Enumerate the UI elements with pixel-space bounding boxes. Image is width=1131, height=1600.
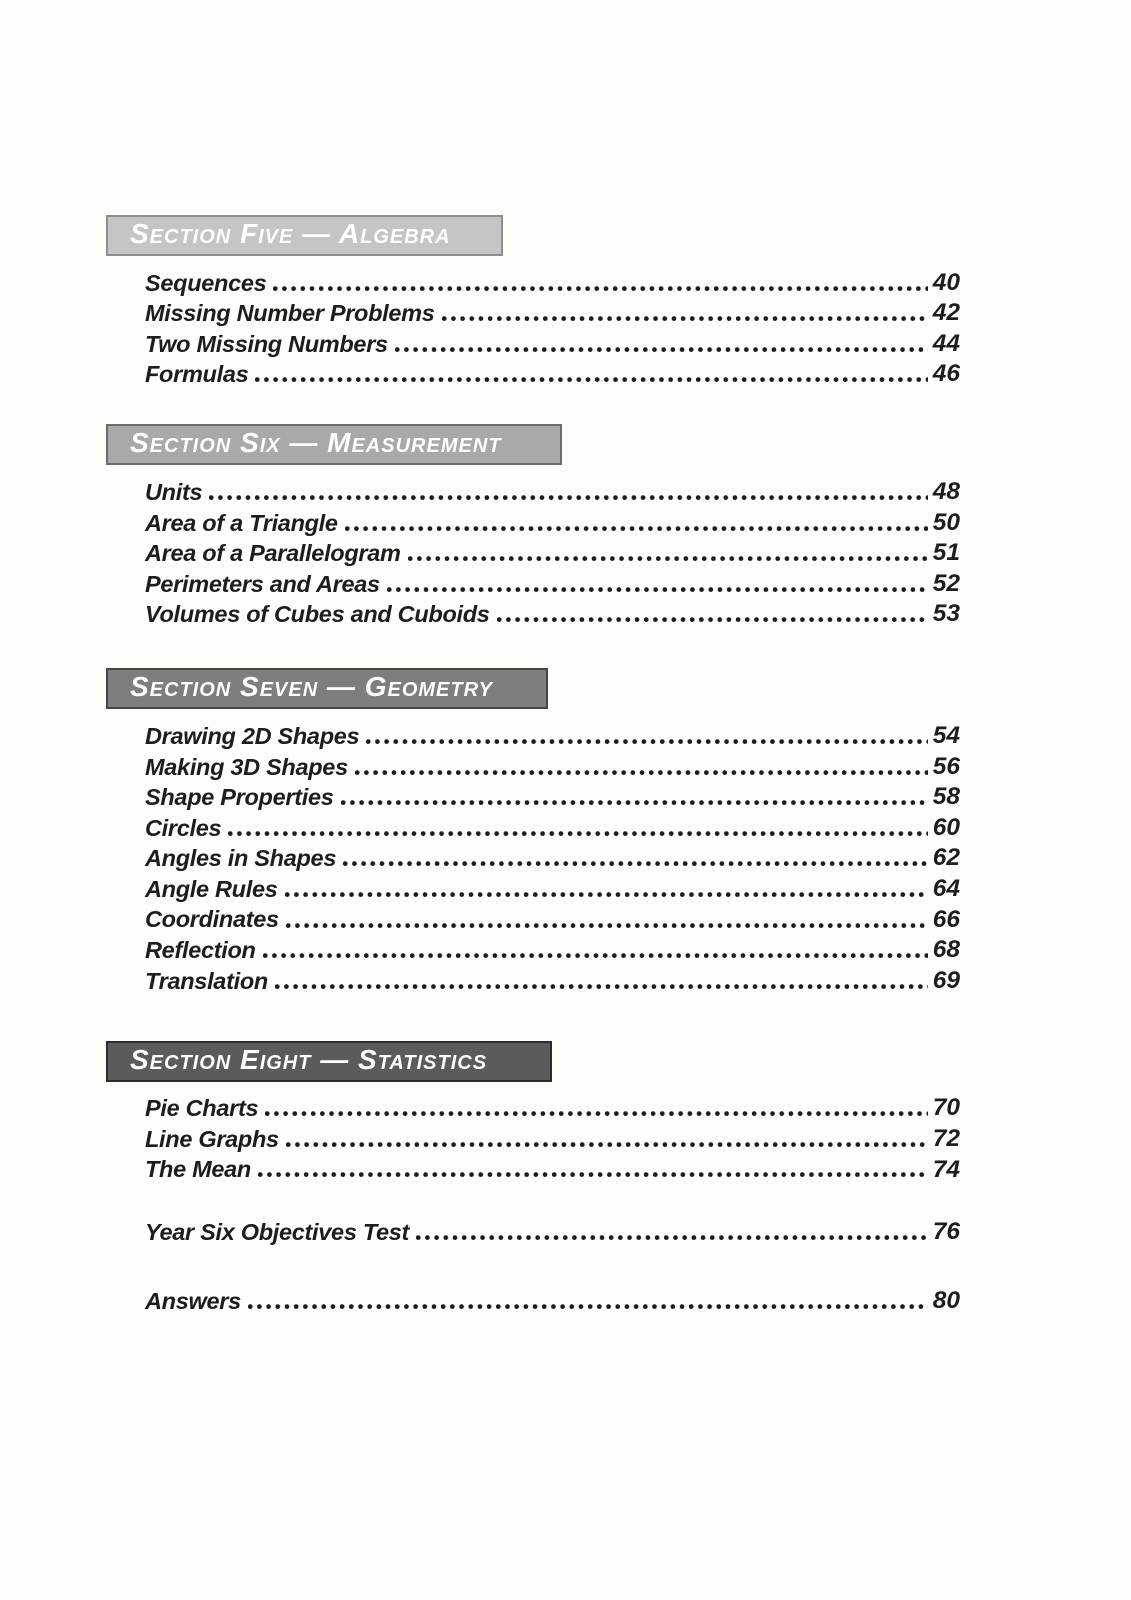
toc-entry-page: 40: [932, 268, 960, 296]
toc-entry-page: 50: [932, 508, 960, 536]
section-eight-entries: [106, 1092, 960, 1184]
toc-entry: [145, 1092, 960, 1123]
section-six-entries: [106, 475, 960, 628]
toc-entry: [145, 903, 960, 934]
toc-entry: [145, 598, 960, 629]
toc-entry-page: 69: [932, 966, 960, 994]
toc-entry-page: 56: [932, 752, 960, 780]
section-seven-entries: [106, 719, 960, 994]
dot-leader: [345, 525, 928, 533]
toc-entry: [145, 1122, 960, 1153]
toc-entry-page: 58: [932, 783, 960, 811]
section-five: [106, 215, 960, 388]
toc-entry-label: Circles: [145, 814, 222, 841]
section-eight-header: [106, 1041, 552, 1082]
toc-entry-label: Drawing 2D Shapes: [145, 722, 360, 749]
toc-entry-objectives-test: [145, 1215, 960, 1246]
toc-entry: [145, 506, 960, 537]
toc-entry-page: 48: [932, 478, 960, 506]
dot-leader: [263, 952, 928, 960]
section-five-title: Section Five — Algebra: [130, 218, 451, 249]
toc-entry-label: Making 3D Shapes: [145, 753, 348, 780]
toc-entry-page: 68: [932, 936, 960, 964]
toc-entry-page: 70: [932, 1094, 960, 1122]
toc-entry-label: Sequences: [145, 269, 267, 296]
toc-entry: [145, 327, 960, 358]
toc-entry-label: Translation: [145, 967, 268, 994]
toc-entry-page: 44: [932, 329, 960, 357]
dot-leader: [366, 738, 927, 746]
dot-leader: [497, 616, 928, 624]
toc-entry-label: Year Six Objectives Test: [145, 1219, 410, 1246]
toc-entry-label: Volumes of Cubes and Cuboids: [145, 601, 490, 628]
toc-entry-label: Missing Number Problems: [145, 300, 435, 327]
toc-entry-page: 76: [932, 1218, 960, 1246]
dot-leader: [275, 983, 928, 991]
dot-leader: [355, 769, 928, 777]
toc-entry-label: Angle Rules: [145, 875, 278, 902]
dot-leader: [341, 799, 928, 807]
toc-entry-page: 42: [932, 299, 960, 327]
dot-leader: [258, 1171, 928, 1179]
section-eight: [106, 1041, 960, 1184]
section-six-title: Section Six — Measurement: [130, 427, 502, 459]
toc-entry-label: Answers: [145, 1287, 241, 1314]
dot-leader: [265, 1110, 927, 1118]
toc-entry-label: Pie Charts: [145, 1095, 259, 1122]
toc-entry-page: 46: [932, 360, 960, 388]
toc-entry-label: Shape Properties: [145, 784, 334, 811]
toc-entry-label: Two Missing Numbers: [145, 330, 388, 357]
toc-entry-label: Area of a Parallelogram: [145, 540, 401, 567]
dot-leader: [286, 922, 928, 930]
toc-entry: [145, 964, 960, 995]
toc-entry: [145, 811, 960, 842]
dot-leader: [408, 555, 928, 563]
toc-entry-page: 80: [932, 1286, 960, 1314]
section-five-header: [106, 215, 503, 256]
dot-leader: [387, 586, 928, 594]
dot-leader: [442, 315, 928, 323]
dot-leader: [209, 494, 927, 502]
toc-entry-label: Coordinates: [145, 906, 279, 933]
section-eight-title: Section Eight — Statistics: [130, 1043, 488, 1075]
dot-leader: [395, 346, 928, 354]
dot-leader: [343, 860, 928, 868]
section-seven-header: [106, 668, 548, 709]
toc-entry: [145, 934, 960, 965]
toc-entry-page: 51: [932, 539, 960, 567]
dot-leader: [285, 891, 928, 899]
toc-entry: [145, 567, 960, 598]
dot-leader: [286, 1141, 928, 1149]
dot-leader: [255, 376, 927, 384]
toc-entry-label: Formulas: [145, 361, 249, 388]
section-seven: [106, 668, 960, 994]
toc-entry-page: 72: [932, 1124, 960, 1152]
toc-entry: [145, 872, 960, 903]
toc-entry: [145, 750, 960, 781]
toc-entry-answers: [145, 1284, 960, 1315]
toc-entry-page: 53: [932, 600, 960, 628]
section-seven-title: Section Seven — Geometry: [130, 671, 494, 703]
toc-entry-label: Reflection: [145, 937, 256, 964]
toc-entry-label: Units: [145, 478, 203, 505]
toc-entry-page: 74: [932, 1155, 960, 1183]
section-six: [106, 424, 960, 628]
section-five-entries: [106, 266, 960, 388]
toc-entry: [145, 266, 960, 297]
dot-leader: [248, 1303, 928, 1311]
toc-entry-label: The Mean: [145, 1156, 251, 1183]
toc-entry-label: Angles in Shapes: [145, 845, 337, 872]
section-six-header: [106, 424, 562, 465]
toc-entry-label: Perimeters and Areas: [145, 570, 380, 597]
toc-entry: [145, 475, 960, 506]
toc-entry-label: Line Graphs: [145, 1125, 279, 1152]
dot-leader: [416, 1234, 928, 1242]
toc-entry-page: 54: [932, 722, 960, 749]
toc-entry-page: 60: [932, 813, 960, 841]
toc-entry: [145, 297, 960, 328]
toc-entry-page: 52: [932, 569, 960, 597]
table-of-contents: [106, 215, 960, 1315]
toc-entry: [145, 358, 960, 389]
toc-entry: [145, 719, 960, 750]
toc-entry-page: 62: [932, 844, 960, 872]
toc-entry: [145, 842, 960, 873]
dot-leader: [273, 285, 927, 293]
dot-leader: [228, 830, 927, 838]
standalone-entries: [106, 1215, 960, 1314]
toc-entry-page: 66: [932, 905, 960, 933]
toc-entry-page: 64: [932, 874, 960, 902]
toc-entry: [145, 781, 960, 812]
toc-entry: [145, 1153, 960, 1184]
toc-entry-label: Area of a Triangle: [145, 509, 338, 536]
toc-entry: [145, 537, 960, 568]
